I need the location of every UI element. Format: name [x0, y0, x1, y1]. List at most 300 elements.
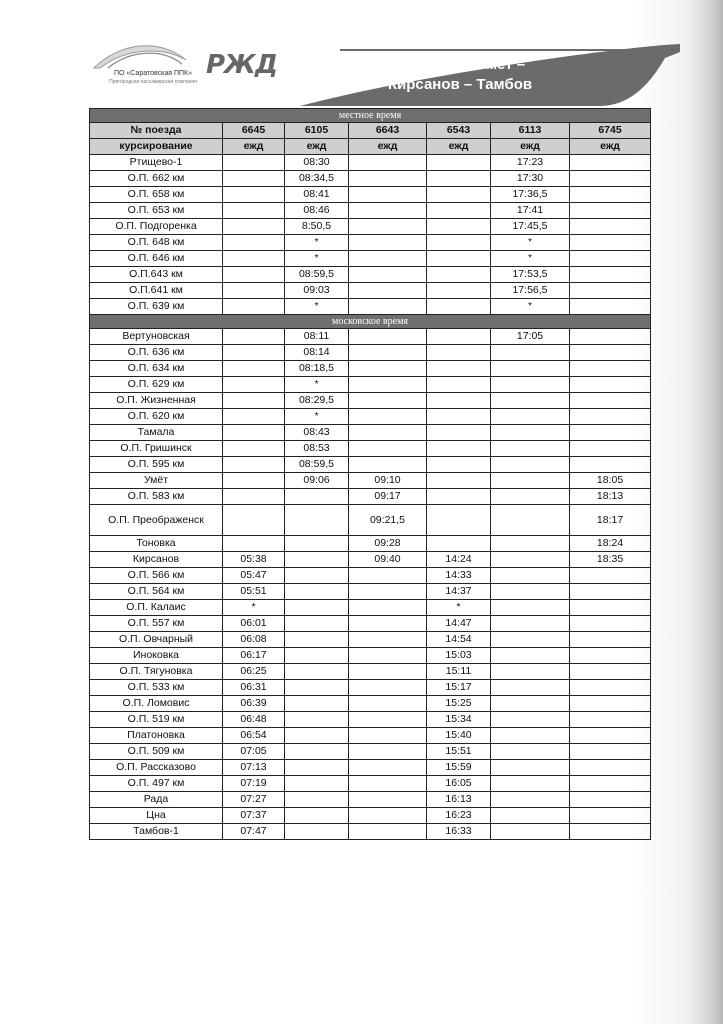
departure-time: 18:13	[570, 489, 651, 505]
departure-time	[491, 441, 570, 457]
departure-time: 17:30	[491, 171, 570, 187]
timetable-row	[90, 187, 651, 203]
departure-time: 18:35	[570, 552, 651, 568]
departure-time	[349, 283, 427, 299]
departure-time	[491, 425, 570, 441]
departure-time	[285, 616, 349, 632]
departure-time	[427, 219, 491, 235]
timetable-row	[90, 329, 651, 345]
timetable-row	[90, 680, 651, 696]
departure-time	[349, 584, 427, 600]
departure-time: 17:53,5	[491, 267, 570, 283]
departure-time	[285, 648, 349, 664]
station-name: О.П. 620 км	[90, 409, 223, 425]
timetable-row	[90, 425, 651, 441]
departure-time	[570, 251, 651, 267]
departure-time	[427, 345, 491, 361]
section-moscow-time-label: московское время	[90, 315, 651, 329]
timetable-row	[90, 345, 651, 361]
station-name: О.П. 636 км	[90, 345, 223, 361]
departure-time	[427, 377, 491, 393]
departure-time: *	[223, 600, 285, 616]
departure-time	[570, 616, 651, 632]
departure-time	[223, 505, 285, 536]
station-name: О.П. 648 км	[90, 235, 223, 251]
departure-time: 08:59,5	[285, 457, 349, 473]
station-name: О.П. Калаис	[90, 600, 223, 616]
timetable-row	[90, 377, 651, 393]
timetable-row	[90, 251, 651, 267]
departure-time	[427, 235, 491, 251]
departure-time: 09:21,5	[349, 505, 427, 536]
departure-time	[570, 187, 651, 203]
timetable-row	[90, 776, 651, 792]
departure-time: 08:34,5	[285, 171, 349, 187]
departure-time: 16:23	[427, 808, 491, 824]
departure-time	[349, 744, 427, 760]
departure-time: 16:05	[427, 776, 491, 792]
departure-time	[570, 267, 651, 283]
departure-time: *	[491, 235, 570, 251]
station-name: О.П. 629 км	[90, 377, 223, 393]
departure-time	[570, 235, 651, 251]
departure-time	[491, 600, 570, 616]
departure-time	[491, 457, 570, 473]
departure-time	[491, 616, 570, 632]
station-name: О.П. Ломовис	[90, 696, 223, 712]
departure-time	[427, 409, 491, 425]
timetable-row	[90, 393, 651, 409]
departure-time	[285, 632, 349, 648]
section-local-time-label: местное время	[90, 109, 651, 123]
departure-time: 16:13	[427, 792, 491, 808]
station-name: О.П. 509 км	[90, 744, 223, 760]
timetable-row	[90, 457, 651, 473]
departure-time	[349, 776, 427, 792]
departure-time	[570, 584, 651, 600]
departure-time	[349, 393, 427, 409]
departure-time: 05:51	[223, 584, 285, 600]
departure-time	[570, 155, 651, 171]
departure-time	[491, 409, 570, 425]
station-name: О.П. 519 км	[90, 712, 223, 728]
departure-time	[349, 616, 427, 632]
departure-time: 05:47	[223, 568, 285, 584]
departure-time	[285, 536, 349, 552]
departure-time	[285, 808, 349, 824]
departure-time	[223, 203, 285, 219]
departure-time	[285, 760, 349, 776]
timetable-row	[90, 648, 651, 664]
departure-time	[491, 648, 570, 664]
departure-time	[349, 824, 427, 840]
timetable-row	[90, 760, 651, 776]
departure-time: 08:11	[285, 329, 349, 345]
departure-time	[285, 600, 349, 616]
departure-time	[491, 680, 570, 696]
departure-time	[427, 473, 491, 489]
timetable-row	[90, 536, 651, 552]
departure-time	[427, 251, 491, 267]
departure-time	[427, 441, 491, 457]
departure-time: *	[285, 409, 349, 425]
departure-time	[427, 329, 491, 345]
departure-time	[491, 377, 570, 393]
departure-time	[285, 824, 349, 840]
timetable-row	[90, 744, 651, 760]
course-row-cell: ежд	[427, 139, 491, 155]
station-name: О.П. 533 км	[90, 680, 223, 696]
departure-time	[285, 584, 349, 600]
departure-time: 08:18,5	[285, 361, 349, 377]
departure-time	[223, 283, 285, 299]
station-name: О.П. Подгоренка	[90, 219, 223, 235]
departure-time	[285, 664, 349, 680]
departure-time: 17:41	[491, 203, 570, 219]
departure-time: 07:05	[223, 744, 285, 760]
departure-time: 08:46	[285, 203, 349, 219]
departure-time	[223, 235, 285, 251]
departure-time: 06:08	[223, 632, 285, 648]
departure-time: 06:01	[223, 616, 285, 632]
timetable-row	[90, 824, 651, 840]
station-name: Рада	[90, 792, 223, 808]
departure-time: 15:25	[427, 696, 491, 712]
departure-time	[491, 584, 570, 600]
departure-time	[427, 283, 491, 299]
departure-time	[285, 696, 349, 712]
timetable-row	[90, 696, 651, 712]
departure-time	[491, 393, 570, 409]
departure-time: 8:50,5	[285, 219, 349, 235]
departure-time	[570, 203, 651, 219]
departure-time	[491, 760, 570, 776]
departure-time	[349, 361, 427, 377]
departure-time	[285, 744, 349, 760]
departure-time	[427, 361, 491, 377]
departure-time	[285, 489, 349, 505]
station-name: О.П. 497 км	[90, 776, 223, 792]
section-moscow-time	[90, 315, 651, 329]
departure-time	[491, 632, 570, 648]
departure-time	[223, 536, 285, 552]
departure-time: 08:29,5	[285, 393, 349, 409]
departure-time: 09:06	[285, 473, 349, 489]
departure-time	[427, 505, 491, 536]
station-name: О.П.643 км	[90, 267, 223, 283]
departure-time	[570, 824, 651, 840]
course-row-cell: ежд	[570, 139, 651, 155]
station-name: О.П. 583 км	[90, 489, 223, 505]
departure-time	[223, 171, 285, 187]
departure-time	[491, 728, 570, 744]
departure-time	[349, 409, 427, 425]
departure-time: 15:40	[427, 728, 491, 744]
timetable-row	[90, 489, 651, 505]
station-name: Умёт	[90, 473, 223, 489]
course-row	[90, 139, 651, 155]
departure-time	[349, 203, 427, 219]
timetable-row	[90, 267, 651, 283]
departure-time	[427, 267, 491, 283]
timetable-row	[90, 616, 651, 632]
departure-time	[570, 219, 651, 235]
departure-time: 17:56,5	[491, 283, 570, 299]
departure-time: 18:17	[570, 505, 651, 536]
departure-time: 07:19	[223, 776, 285, 792]
station-name: Вертуновская	[90, 329, 223, 345]
departure-time: 17:05	[491, 329, 570, 345]
departure-time: 09:03	[285, 283, 349, 299]
timetable	[89, 108, 651, 840]
timetable-row	[90, 283, 651, 299]
departure-time	[491, 696, 570, 712]
train-number-row-cell: 6113	[491, 123, 570, 139]
departure-time	[570, 283, 651, 299]
timetable-row	[90, 552, 651, 568]
station-name: О.П. 634 км	[90, 361, 223, 377]
departure-time: 14:37	[427, 584, 491, 600]
station-name: О.П. Преображенск	[90, 505, 223, 536]
departure-time	[349, 441, 427, 457]
departure-time	[223, 219, 285, 235]
departure-time: 08:30	[285, 155, 349, 171]
departure-time: 15:34	[427, 712, 491, 728]
departure-time	[427, 457, 491, 473]
timetable-row	[90, 632, 651, 648]
departure-time	[349, 808, 427, 824]
timetable-row	[90, 792, 651, 808]
departure-time	[570, 171, 651, 187]
departure-time	[570, 728, 651, 744]
station-name: О.П. 646 км	[90, 251, 223, 267]
station-name: О.П. 595 км	[90, 457, 223, 473]
departure-time: 07:27	[223, 792, 285, 808]
departure-time	[223, 457, 285, 473]
departure-time	[223, 267, 285, 283]
train-number-row-label: № поезда	[90, 123, 223, 139]
departure-time	[570, 600, 651, 616]
departure-time: 15:11	[427, 664, 491, 680]
departure-time	[223, 473, 285, 489]
departure-time	[570, 760, 651, 776]
departure-time	[427, 489, 491, 505]
course-row-cell: ежд	[491, 139, 570, 155]
departure-time: *	[285, 299, 349, 315]
departure-time	[349, 235, 427, 251]
departure-time: 07:13	[223, 760, 285, 776]
departure-time: 09:17	[349, 489, 427, 505]
departure-time	[349, 648, 427, 664]
departure-time	[349, 345, 427, 361]
train-number-row-cell: 6543	[427, 123, 491, 139]
departure-time	[570, 808, 651, 824]
departure-time	[349, 251, 427, 267]
departure-time: 16:33	[427, 824, 491, 840]
departure-time	[570, 664, 651, 680]
train-number-row-cell: 6643	[349, 123, 427, 139]
departure-time	[570, 393, 651, 409]
departure-time	[570, 792, 651, 808]
station-name: О.П. 639 км	[90, 299, 223, 315]
departure-time: 09:28	[349, 536, 427, 552]
train-number-row-cell: 6645	[223, 123, 285, 139]
station-name: О.П. Жизненная	[90, 393, 223, 409]
timetable-row	[90, 409, 651, 425]
departure-time	[349, 187, 427, 203]
departure-time	[491, 712, 570, 728]
departure-time	[491, 552, 570, 568]
timetable-row	[90, 808, 651, 824]
departure-time	[349, 680, 427, 696]
departure-time: *	[285, 235, 349, 251]
departure-time: 17:36,5	[491, 187, 570, 203]
timetable-row	[90, 505, 651, 536]
page-header	[0, 0, 723, 110]
departure-time	[491, 361, 570, 377]
departure-time	[349, 568, 427, 584]
station-name: Тамбов-1	[90, 824, 223, 840]
departure-time: 14:47	[427, 616, 491, 632]
departure-time	[427, 536, 491, 552]
departure-time	[285, 776, 349, 792]
departure-time	[491, 808, 570, 824]
company-logo-swoosh-icon	[90, 38, 190, 72]
departure-time	[427, 299, 491, 315]
section-local-time	[90, 109, 651, 123]
timetable-row	[90, 361, 651, 377]
departure-time	[570, 425, 651, 441]
departure-time	[223, 361, 285, 377]
departure-time	[570, 680, 651, 696]
departure-time: 15:51	[427, 744, 491, 760]
departure-time	[570, 361, 651, 377]
departure-time	[491, 489, 570, 505]
departure-time: 09:40	[349, 552, 427, 568]
departure-time: 07:37	[223, 808, 285, 824]
departure-time	[570, 441, 651, 457]
departure-time: 14:24	[427, 552, 491, 568]
departure-time: *	[427, 600, 491, 616]
departure-time	[427, 425, 491, 441]
departure-time: *	[491, 299, 570, 315]
course-row-label: курсирование	[90, 139, 223, 155]
departure-time	[570, 568, 651, 584]
course-row-cell: ежд	[285, 139, 349, 155]
departure-time	[223, 425, 285, 441]
departure-time	[223, 409, 285, 425]
departure-time: 08:53	[285, 441, 349, 457]
station-name: О.П. 653 км	[90, 203, 223, 219]
departure-time	[570, 345, 651, 361]
timetable-row	[90, 584, 651, 600]
departure-time: 08:59,5	[285, 267, 349, 283]
station-name: О.П. 662 км	[90, 171, 223, 187]
departure-time	[491, 776, 570, 792]
departure-time	[349, 299, 427, 315]
departure-time	[491, 664, 570, 680]
departure-time	[223, 299, 285, 315]
departure-time: 18:24	[570, 536, 651, 552]
departure-time: 08:43	[285, 425, 349, 441]
timetable-row	[90, 712, 651, 728]
timetable-row	[90, 203, 651, 219]
timetable-row	[90, 664, 651, 680]
departure-time	[491, 568, 570, 584]
departure-time	[570, 632, 651, 648]
timetable-row	[90, 600, 651, 616]
departure-time	[349, 728, 427, 744]
station-name: Платоновка	[90, 728, 223, 744]
departure-time: 08:41	[285, 187, 349, 203]
station-name: Иноковка	[90, 648, 223, 664]
departure-time	[427, 203, 491, 219]
departure-time: 06:48	[223, 712, 285, 728]
departure-time	[223, 377, 285, 393]
departure-time: 17:23	[491, 155, 570, 171]
departure-time	[491, 744, 570, 760]
departure-time: 08:14	[285, 345, 349, 361]
departure-time	[349, 377, 427, 393]
departure-time: 06:54	[223, 728, 285, 744]
departure-time	[223, 345, 285, 361]
timetable-row	[90, 473, 651, 489]
timetable-row	[90, 219, 651, 235]
departure-time	[349, 425, 427, 441]
rzd-brand-logo: РЖД	[206, 50, 278, 80]
departure-time: *	[491, 251, 570, 267]
timetable-row	[90, 299, 651, 315]
station-name: О.П. 564 км	[90, 584, 223, 600]
departure-time	[570, 648, 651, 664]
departure-time	[349, 712, 427, 728]
departure-time	[349, 329, 427, 345]
station-name: О.П.641 км	[90, 283, 223, 299]
departure-time: 14:54	[427, 632, 491, 648]
departure-time: 17:45,5	[491, 219, 570, 235]
departure-time	[570, 776, 651, 792]
departure-time	[285, 728, 349, 744]
departure-time: 14:33	[427, 568, 491, 584]
station-name: О.П. 658 км	[90, 187, 223, 203]
station-name: О.П. Овчарный	[90, 632, 223, 648]
departure-time	[285, 552, 349, 568]
departure-time	[570, 329, 651, 345]
departure-time	[349, 664, 427, 680]
departure-time	[349, 792, 427, 808]
station-name: Кирсанов	[90, 552, 223, 568]
train-number-row-cell: 6745	[570, 123, 651, 139]
train-number-row-cell: 6105	[285, 123, 349, 139]
departure-time	[285, 505, 349, 536]
departure-time	[491, 505, 570, 536]
departure-time	[570, 377, 651, 393]
departure-time	[349, 696, 427, 712]
departure-time	[491, 792, 570, 808]
departure-time	[570, 299, 651, 315]
departure-time	[223, 251, 285, 267]
departure-time: *	[285, 251, 349, 267]
departure-time	[349, 219, 427, 235]
departure-time	[427, 155, 491, 171]
course-row-cell: ежд	[349, 139, 427, 155]
departure-time	[427, 187, 491, 203]
departure-time	[223, 329, 285, 345]
departure-time	[491, 824, 570, 840]
departure-time	[349, 600, 427, 616]
station-name: Цна	[90, 808, 223, 824]
station-name: О.П. Гришинск	[90, 441, 223, 457]
